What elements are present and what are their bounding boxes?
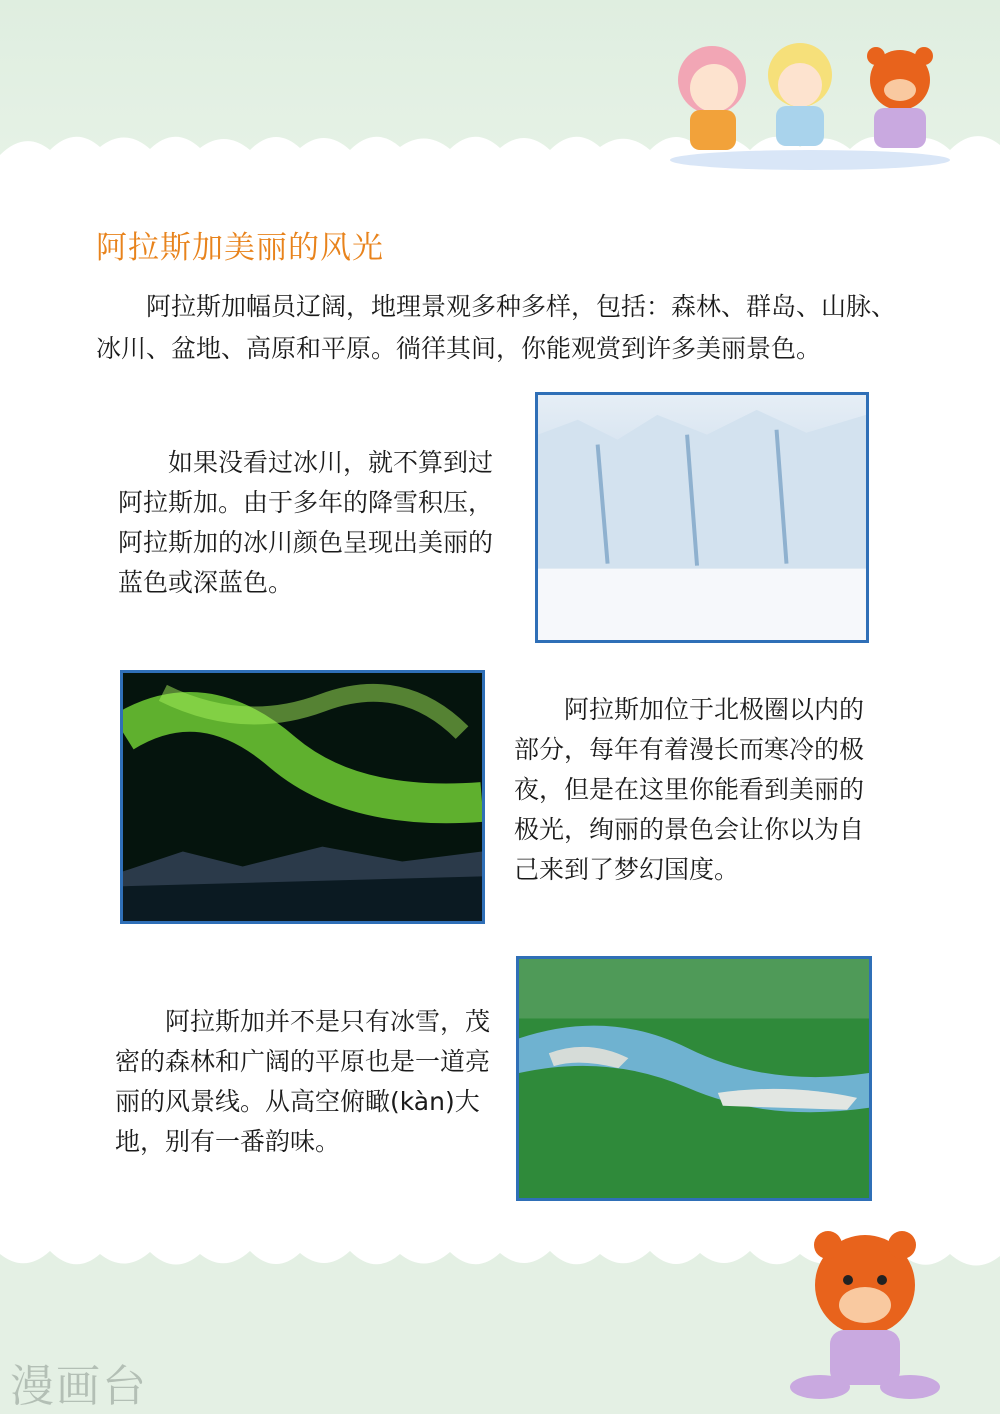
forest-paragraph: 阿拉斯加并不是只有冰雪，茂密的森林和广阔的平原也是一道亮丽的风景线。从高空俯瞰(kàn)大地，别有一番韵味。 bbox=[115, 1007, 491, 1156]
watermark-logo: 漫画台 bbox=[10, 1361, 148, 1412]
section-title: 阿拉斯加美丽的风光 bbox=[96, 230, 384, 266]
aurora-photo bbox=[120, 670, 485, 924]
bear-character bbox=[760, 1215, 970, 1405]
forest-river-photo bbox=[516, 956, 872, 1201]
intro-paragraph: 阿拉斯加幅员辽阔，地理景观多种多样，包括：森林、群岛、山脉、冰川、盆地、高原和平原。徜徉其间，你能观赏到许多美丽景色。 bbox=[96, 292, 897, 363]
glacier-paragraph: 如果没看过冰川，就不算到过阿拉斯加。由于多年的降雪积压，阿拉斯加的冰川颜色呈现出美丽的蓝色或深蓝色。 bbox=[118, 448, 494, 597]
glacier-photo bbox=[535, 392, 869, 643]
top-cartoon-characters bbox=[660, 20, 960, 170]
aurora-paragraph: 阿拉斯加位于北极圈以内的部分，每年有着漫长而寒冷的极夜，但是在这里你能看到美丽的极光，绚丽的景色会让你以为自己来到了梦幻国度。 bbox=[514, 695, 865, 884]
